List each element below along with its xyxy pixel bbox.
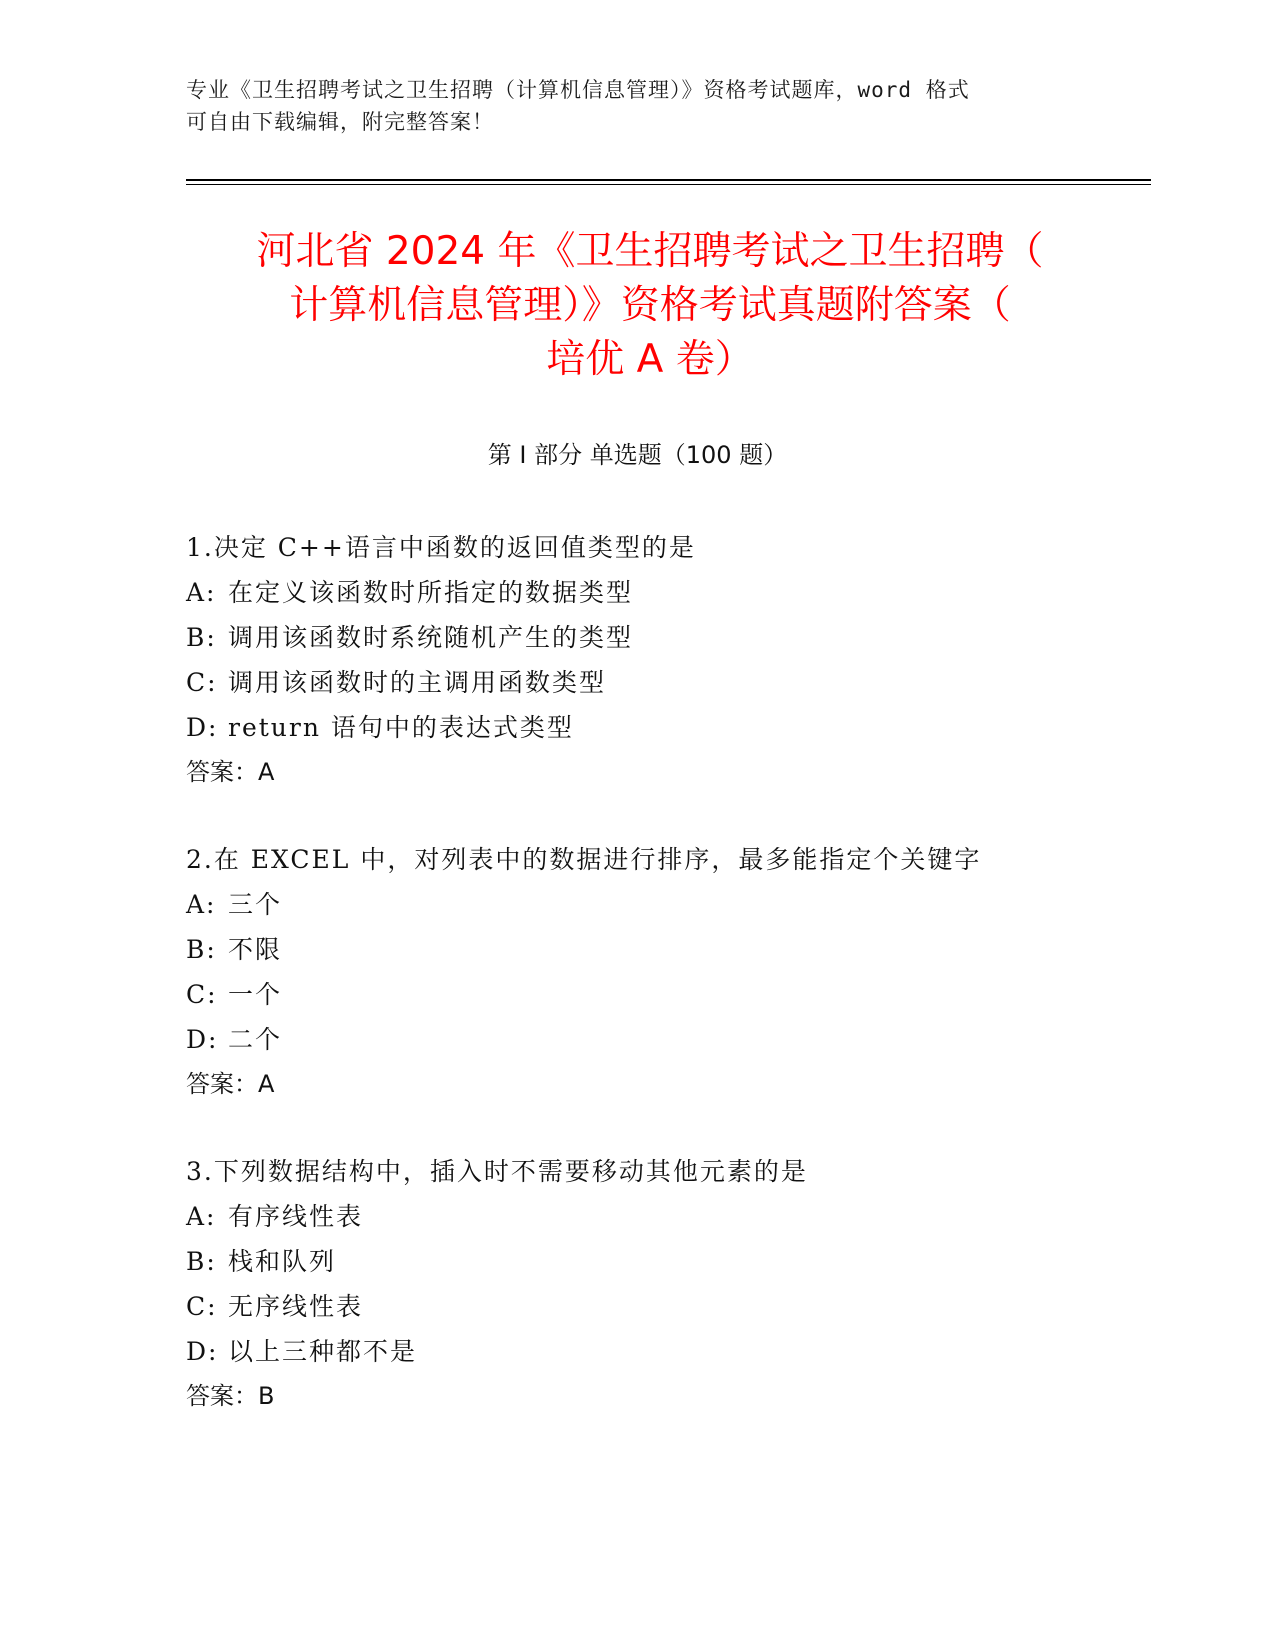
option-a xyxy=(186,570,1166,615)
answer-line: 答案：A xyxy=(186,758,275,786)
header-note xyxy=(186,74,1086,138)
option-text: 调用该函数时的主调用函数类型 xyxy=(228,668,607,697)
question-stem: 2.在 EXCEL 中，对列表中的数据进行排序，最多能指定个关键字 xyxy=(186,845,982,874)
option-c xyxy=(186,972,1166,1017)
option-c xyxy=(186,1284,1166,1329)
option-b xyxy=(186,615,1166,660)
option-letter: D: xyxy=(186,1337,219,1366)
answer-line: 答案：B xyxy=(186,1382,275,1410)
option-letter: D: xyxy=(186,713,219,742)
option-letter: D: xyxy=(186,1025,219,1054)
document-title-line-1: 河北省 2024 年《卫生招聘考试之卫生招聘（ xyxy=(256,229,1044,274)
option-text: 在定义该函数时所指定的数据类型 xyxy=(228,578,634,607)
document-title xyxy=(150,225,1150,387)
header-note-line-2: 可自由下载编辑，附完整答案！ xyxy=(186,110,494,134)
question-1 xyxy=(186,525,1166,795)
option-a xyxy=(186,882,1166,927)
option-letter: C: xyxy=(186,1292,218,1321)
option-letter: A: xyxy=(186,578,217,607)
section-heading: 第 I 部分 单选题（100 题） xyxy=(487,441,788,469)
question-2 xyxy=(186,837,1166,1107)
option-text: 有序线性表 xyxy=(228,1202,364,1231)
option-letter: B: xyxy=(186,1247,217,1276)
option-letter: C: xyxy=(186,668,218,697)
option-text: 三个 xyxy=(228,890,283,919)
option-text: 以上三种都不是 xyxy=(228,1337,418,1366)
header-note-line-1: 专业《卫生招聘考试之卫生招聘（计算机信息管理）》资格考试题库，word 格式 xyxy=(186,78,970,102)
option-d xyxy=(186,1017,1166,1062)
option-letter: A: xyxy=(186,1202,217,1231)
option-d xyxy=(186,705,1166,750)
option-letter: C: xyxy=(186,980,218,1009)
document-title-line-2: 计算机信息管理）》资格考试真题附答案（ xyxy=(289,283,1011,328)
option-text: 栈和队列 xyxy=(228,1247,337,1276)
option-text: 无序线性表 xyxy=(228,1292,364,1321)
option-b xyxy=(186,927,1166,972)
option-letter: A: xyxy=(186,890,217,919)
option-text: return 语句中的表达式类型 xyxy=(228,713,574,742)
option-text: 调用该函数时系统随机产生的类型 xyxy=(228,623,634,652)
question-list xyxy=(186,525,1166,1461)
answer-line: 答案：A xyxy=(186,1070,275,1098)
option-text: 二个 xyxy=(228,1025,283,1054)
header-divider-thin xyxy=(186,184,1151,185)
option-letter: B: xyxy=(186,623,217,652)
document-title-line-3: 培优 A 卷） xyxy=(546,337,754,382)
option-b xyxy=(186,1239,1166,1284)
option-text: 一个 xyxy=(228,980,283,1009)
option-c xyxy=(186,660,1166,705)
option-letter: B: xyxy=(186,935,217,964)
option-a xyxy=(186,1194,1166,1239)
header-divider-thick xyxy=(186,179,1151,181)
question-stem: 1.决定 C++语言中函数的返回值类型的是 xyxy=(186,533,696,562)
option-d xyxy=(186,1329,1166,1374)
question-stem: 3.下列数据结构中，插入时不需要移动其他元素的是 xyxy=(186,1157,808,1186)
question-3 xyxy=(186,1149,1166,1419)
option-text: 不限 xyxy=(228,935,283,964)
